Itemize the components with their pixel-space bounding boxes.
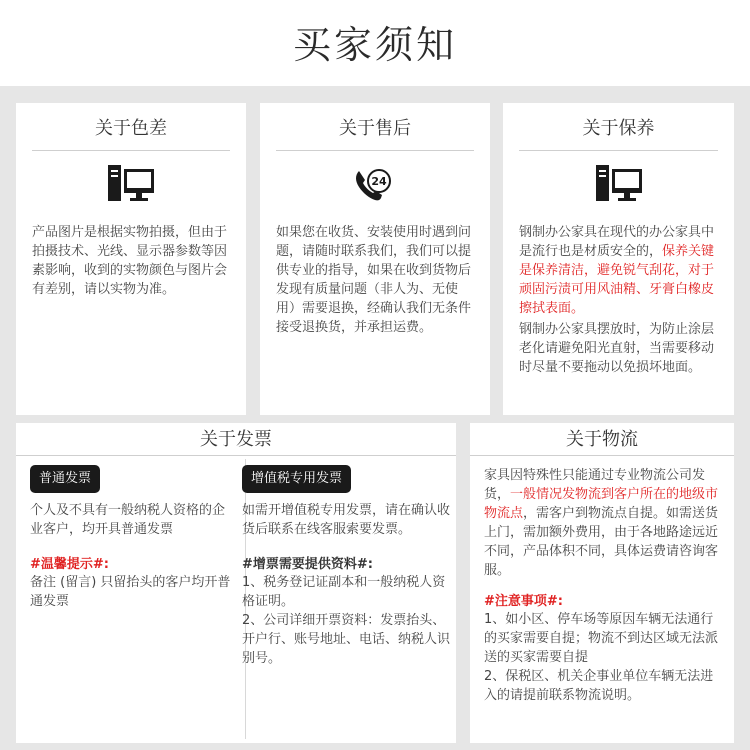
phone-24h-icon xyxy=(260,159,490,211)
card-divider xyxy=(32,150,230,151)
page-title: 买家须知 xyxy=(292,23,457,67)
logistics-text-1: 家具因特殊性只能通过专业物流公司发货， xyxy=(484,468,706,502)
color-card-title: 关于色差 xyxy=(95,118,167,139)
normal-invoice-column xyxy=(30,465,235,611)
after-sales-card-title: 关于售后 xyxy=(339,118,411,139)
vat-requirements-title: #增票需要提供资料#: xyxy=(242,557,373,572)
card-divider xyxy=(470,455,734,456)
logistics-text-highlight: 一般情况发物流到客户所在的地级市物流点 xyxy=(484,487,719,521)
computer-icon xyxy=(503,159,734,211)
maintenance-card-title: 关于保养 xyxy=(582,118,655,139)
logistics-text-2: ，需客户到物流点自提。如需送货上门，需加额外费用，由于各地路途远近不同，产品体积不同，具体运费请咨询客服。 xyxy=(484,506,719,578)
invoice-card-title: 关于发票 xyxy=(200,429,272,450)
card-divider xyxy=(16,455,456,456)
vat-requirement-1: 1、税务登记证副本和一般纳税人资格证明。 xyxy=(242,575,446,609)
tip-text: 备注 (留言) 只留抬头的客户均开普通发票 xyxy=(30,575,231,609)
logistics-card-title: 关于物流 xyxy=(566,429,638,450)
normal-invoice-text: 个人及不具有一般纳税人资格的企业客户，均开具普通发票 xyxy=(30,503,226,537)
color-card-text: 产品图片是根据实物拍摄，但由于拍摄技术、光线、显示器参数等因素影响，收到的实物颜色与图片会有差别，请以实物为准。 xyxy=(32,225,228,297)
after-sales-card-text: 如果您在收货、安装使用时遇到问题，请随时联系我们，我们可以提供专业的指导，如果在收到货物后发现有质量问题（非人为、无使用）需要退换，经确认我们无条件接受退换货，并承担运费。 xyxy=(276,225,472,335)
notice-1: 1、如小区、停车场等原因车辆无法通行的买家需要自提；物流不到达区域无法派送的买家需要自提 xyxy=(484,612,719,665)
notice-title: #注意事项#: xyxy=(484,594,563,609)
tip-title: #温馨提示#: xyxy=(30,557,109,572)
maintenance-card xyxy=(503,103,734,415)
maintenance-card-text xyxy=(503,223,734,377)
vat-invoice-badge: 增值税专用发票 xyxy=(242,465,351,493)
vat-invoice-text: 如需开增值税专用发票，请在确认收货后联系在线客服索要发票。 xyxy=(242,503,451,537)
card-divider xyxy=(276,150,474,151)
invoice-card xyxy=(16,423,456,743)
computer-icon xyxy=(16,159,246,211)
phone-24h-icon-text: 24 xyxy=(371,175,387,188)
color-difference-card xyxy=(16,103,246,415)
vat-requirement-2: 2、公司详细开票资料：发票抬头、开户行、账号地址、电话、纳税人识别号。 xyxy=(242,613,451,666)
card-divider xyxy=(519,150,718,151)
after-sales-card xyxy=(260,103,490,415)
maintenance-text-highlight: 保养关键是保养清洁，避免锐气刮花，对于顽固污渍可用风油精、牙膏白橡皮擦拭表面。 xyxy=(519,244,715,316)
logistics-card xyxy=(470,423,734,743)
page-header xyxy=(0,0,750,86)
vat-invoice-column xyxy=(242,465,452,668)
logistics-text xyxy=(470,466,734,580)
notice-2: 2、保税区、机关企事业单位车辆无法进入的请提前联系物流说明。 xyxy=(484,669,714,703)
maintenance-text-1: 钢制办公家具在现代的办公家具中是流行也是材质安全的， xyxy=(519,225,715,259)
maintenance-text-2: 钢制办公家具摆放时，为防止涂层老化请避免阳光直射，当需要移动时尽量不要拖动以免损坏地面。 xyxy=(519,322,715,375)
normal-invoice-badge: 普通发票 xyxy=(30,465,100,493)
